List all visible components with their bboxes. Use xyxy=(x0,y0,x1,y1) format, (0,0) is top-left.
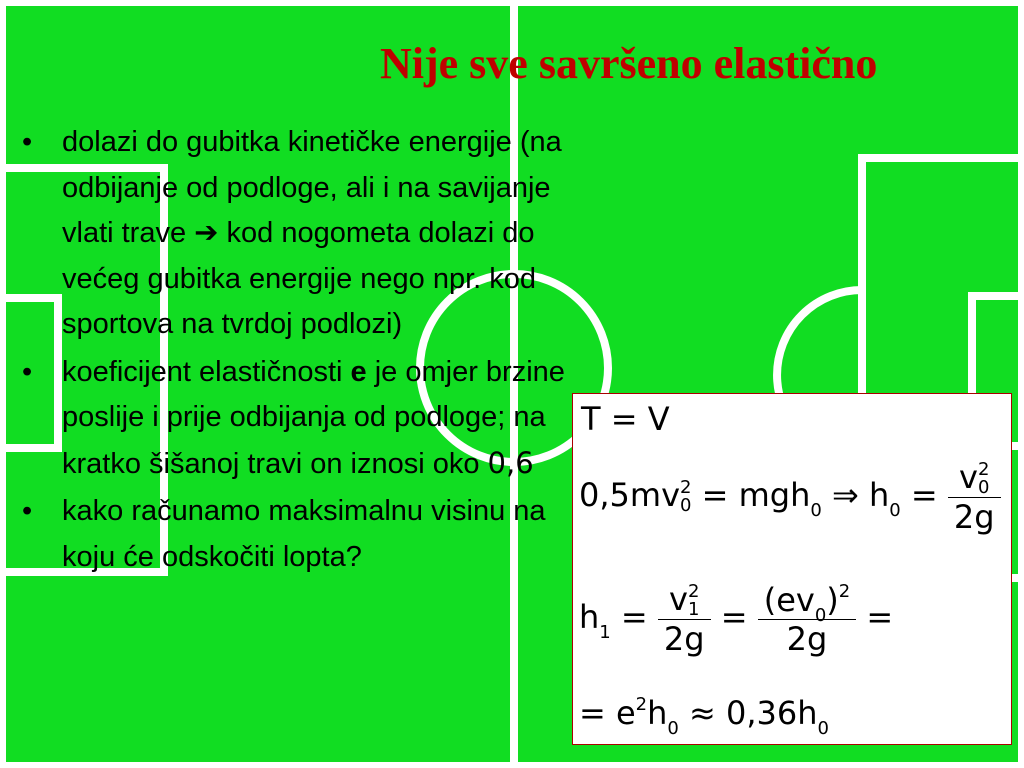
fraction-v0sq-over-2g: v 2 0 2g xyxy=(948,458,1001,536)
bullet-marker: • xyxy=(22,495,33,527)
formula-box xyxy=(572,393,1012,745)
slide-title: Nije sve savršeno elastično xyxy=(380,39,878,88)
fraction-ev0sq-over-2g: $\frac{(ev_0)^2}{2g}$ xyxy=(758,581,857,658)
bullet-text: dolazi do gubitka kinetičke energije (na odbijanje od podloge, ali i na savijanje vlati trave ➔ kod nogometa dolazi do većeg gubitka energije nego npr. kod sportova na tvrdoj podlozi) xyxy=(62,126,562,340)
elasticity-value: 0,6 xyxy=(487,445,534,480)
final-result-equation: = $e^2h_0 \approx 0,36h_0$ xyxy=(579,694,829,739)
bullet-text-pre: koeficijent elastičnosti xyxy=(62,355,351,388)
energy-equation: T = V xyxy=(581,400,670,438)
bullet-list xyxy=(18,120,578,582)
bullet-item-1 xyxy=(18,120,578,348)
bullet-text-mid: je omjer brzine poslije i prije odbijanja od podloge; na kratko šišanoj travi on iznosi oko xyxy=(62,355,565,480)
rebound-height-equation: $h_1$ = v 2 1 2g = $\frac{(ev_0)^2}{2g}$ = xyxy=(579,580,894,658)
elasticity-symbol: e xyxy=(350,355,367,388)
bullet-item-2 xyxy=(18,350,578,488)
height-derivation: 0,5mv 2 0 = mgh$_0$ ⇒ $h_0$ = v 2 0 2g xyxy=(579,458,1001,536)
bullet-marker: • xyxy=(22,355,33,388)
bullet-item-3 xyxy=(18,489,578,580)
bullet-marker: • xyxy=(22,126,33,158)
fraction-v1sq-over-2g: v 2 1 2g xyxy=(658,580,711,658)
bullet-text: kako računamo maksimalnu visinu na koju će odskočiti lopta? xyxy=(62,495,546,573)
